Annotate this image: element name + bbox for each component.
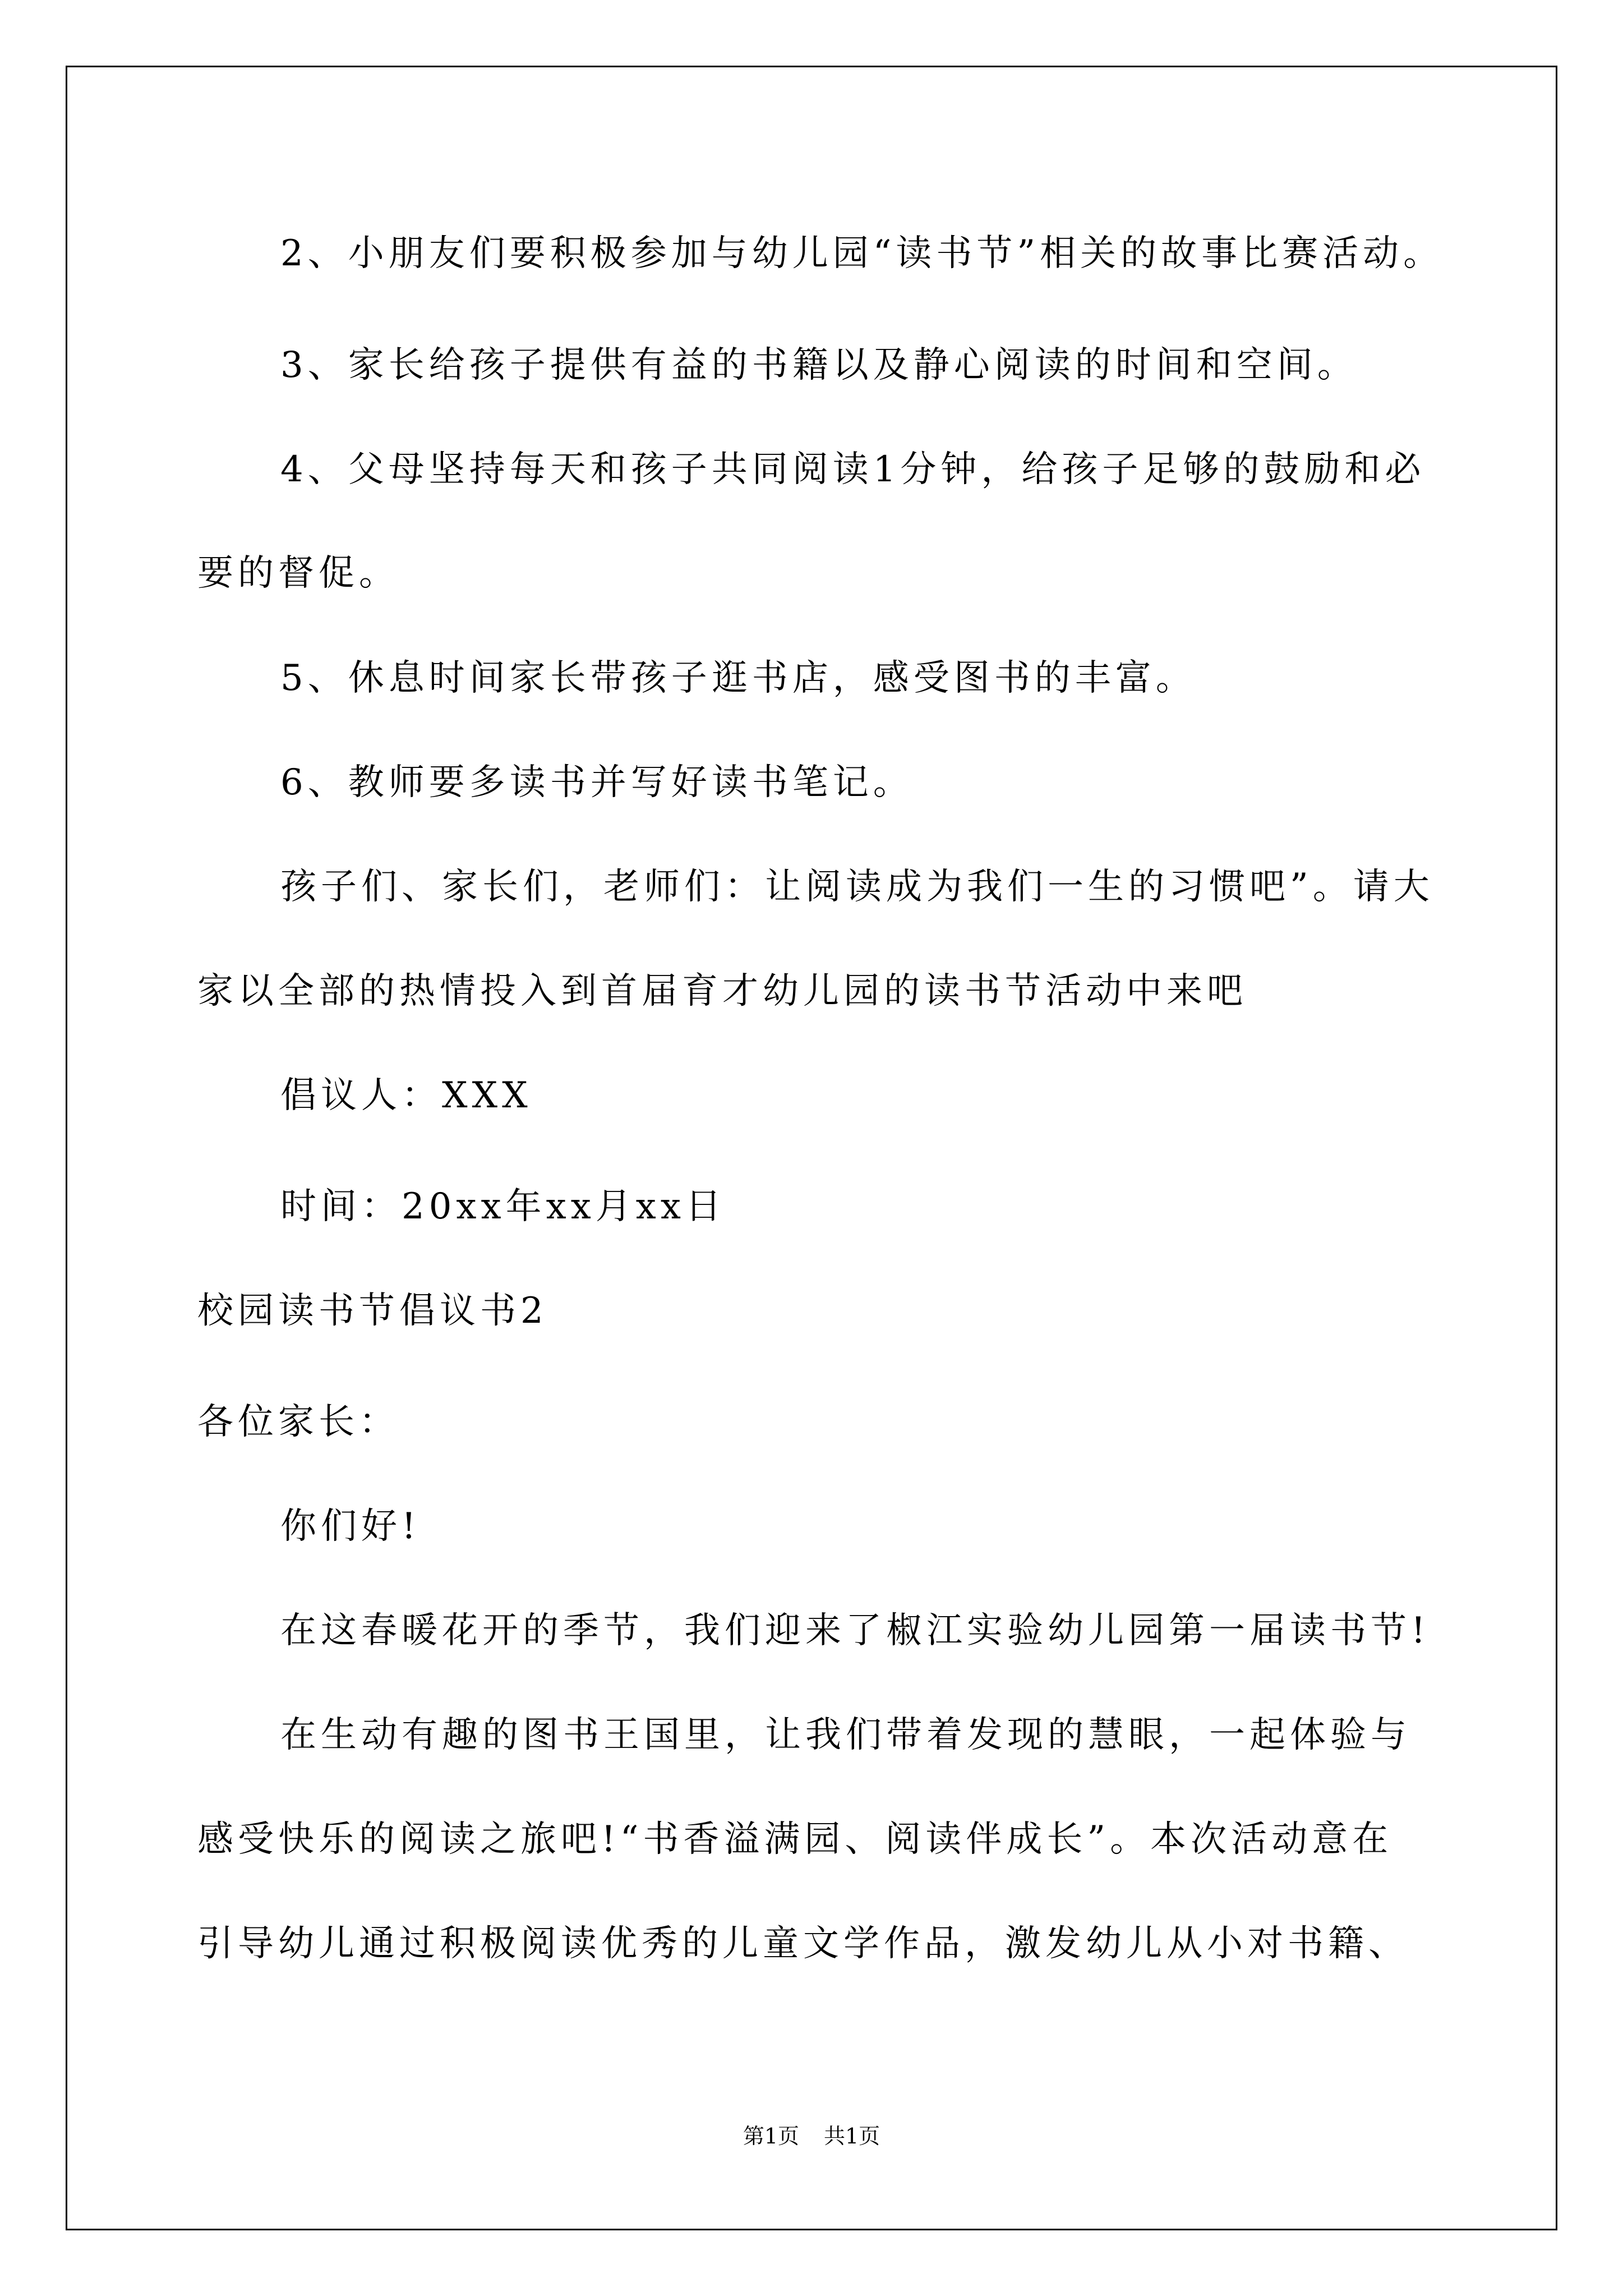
body-paragraph-1: 在这春暖花开的季节，我们迎来了椒江实验幼儿园第一届读书节! bbox=[280, 1610, 1430, 1651]
body-paragraph-2: 在生动有趣的图书王国里，让我们带着发现的慧眼，一起体验与 bbox=[280, 1714, 1411, 1756]
list-item-3: 3、家长给孩子提供有益的书籍以及静心阅读的时间和空间。 bbox=[280, 344, 1358, 386]
list-item-5: 5、休息时间家长带孩子逛书店，感受图书的丰富。 bbox=[280, 657, 1196, 699]
date-line: 时间：20xx年xx月xx日 bbox=[280, 1186, 726, 1227]
body-paragraph-2-continued: 感受快乐的阅读之旅吧!“书香溢满园、阅读伴成长”。本次活动意在 bbox=[197, 1819, 1393, 1860]
salutation: 各位家长： bbox=[197, 1401, 399, 1443]
page-number: 第1页 bbox=[743, 2124, 799, 2148]
list-item-6: 6、教师要多读书并写好读书笔记。 bbox=[280, 762, 914, 803]
page-border bbox=[66, 66, 1557, 2230]
list-item-4: 4、父母坚持每天和孩子共同阅读1分钟，给孩子足够的鼓励和必 bbox=[280, 449, 1426, 490]
page-total: 共1页 bbox=[824, 2124, 880, 2148]
greeting: 你们好! bbox=[280, 1506, 421, 1547]
list-item-4-continued: 要的督促。 bbox=[197, 553, 399, 594]
closing-paragraph: 孩子们、家长们，老师们：让阅读成为我们一生的习惯吧”。请大 bbox=[280, 866, 1434, 908]
proposer-line: 倡议人：XXX bbox=[280, 1075, 532, 1116]
section-title: 校园读书节倡议书2 bbox=[197, 1290, 548, 1332]
closing-paragraph-continued: 家以全部的热情投入到首届育才幼儿园的读书节活动中来吧 bbox=[197, 970, 1247, 1012]
page-footer bbox=[0, 2123, 1623, 2150]
list-item-2: 2、小朋友们要积极参加与幼儿园“读书节”相关的故事比赛活动。 bbox=[280, 233, 1444, 274]
body-paragraph-2-continued-2: 引导幼儿通过积极阅读优秀的儿童文学作品，激发幼儿从小对书籍、 bbox=[197, 1923, 1409, 1964]
